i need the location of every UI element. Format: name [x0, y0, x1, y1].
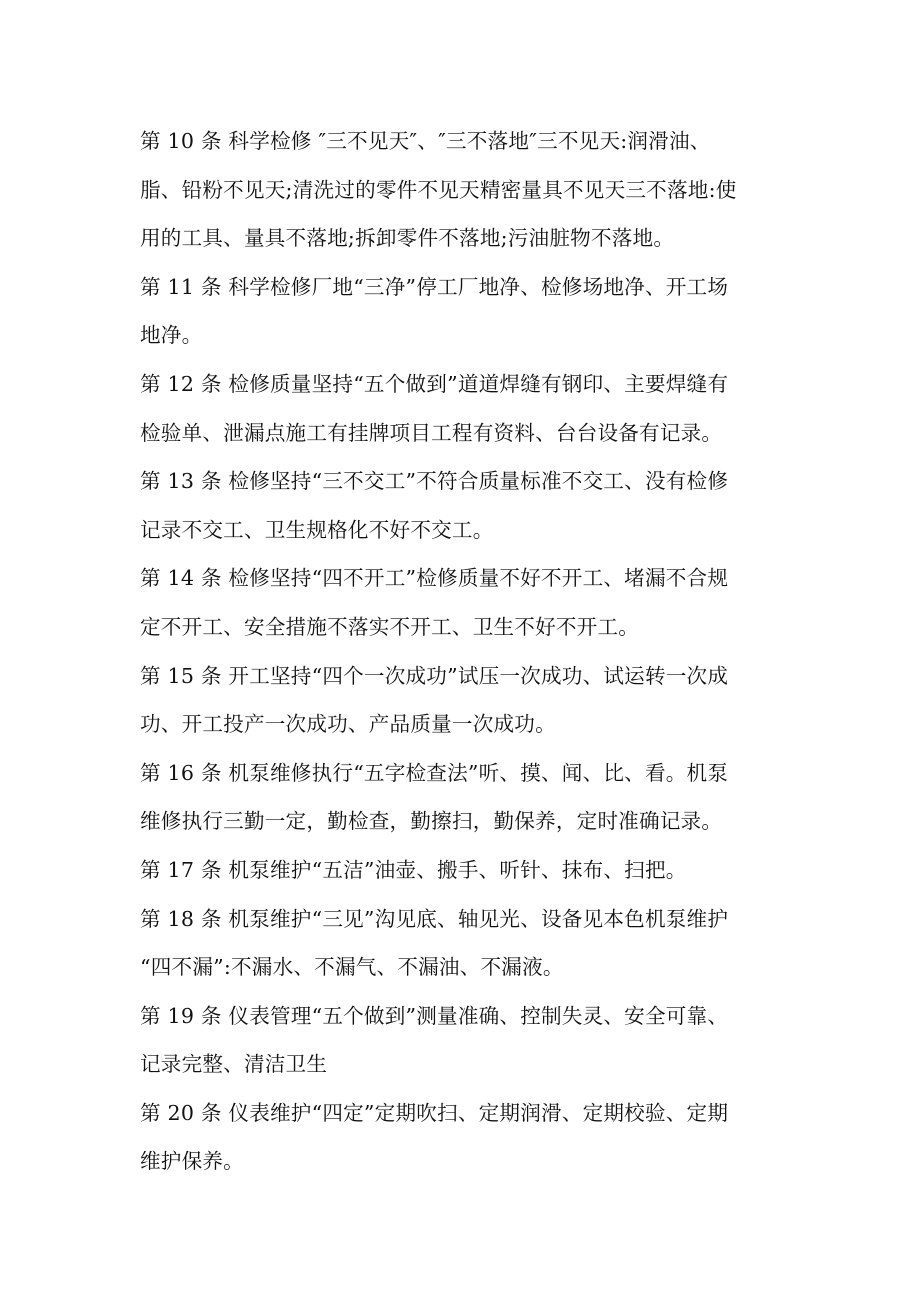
- article-19: [140, 992, 780, 1089]
- article-line: 记录完整、清洁卫生: [140, 1052, 328, 1077]
- article-12: [140, 360, 780, 457]
- article-line: 地净。: [140, 323, 203, 348]
- article-line: 脂、铅粉不见天;清洗过的零件不见天精密量具不见天三不落地:使: [140, 177, 737, 202]
- article-20: [140, 1089, 780, 1186]
- article-line: 维修执行三勤一定，勤检查，勤擦扫，勤保养，定时准确记录。: [140, 809, 723, 834]
- article-line: 用的工具、量具不落地;拆卸零件不落地;污油脏物不落地。: [140, 226, 675, 251]
- article-14: [140, 554, 780, 651]
- article-line: 功、开工投产一次成功、产品质量一次成功。: [140, 712, 556, 737]
- article-11: [140, 263, 780, 360]
- article-line: 第 14 条 检修坚持“四不开工”检修质量不好不开工、堵漏不合规: [140, 566, 729, 591]
- article-line: 维护保养。: [140, 1149, 244, 1174]
- article-line: 检验单、泄漏点施工有挂牌项目工程有资料、台台设备有记录。: [140, 420, 723, 445]
- article-line: 定不开工、安全措施不落实不开工、卫生不好不开工。: [140, 614, 640, 639]
- article-line: “四不漏”:不漏水、不漏气、不漏油、不漏液。: [140, 955, 564, 980]
- article-line: 第 16 条 机泵维修执行“五字检查法”听、摸、闻、比、看。机泵: [140, 760, 729, 785]
- article-line: 第 12 条 检修质量坚持“五个做到”道道焊缝有钢印、主要焊缝有: [140, 371, 729, 396]
- article-line: 记录不交工、卫生规格化不好不交工。: [140, 517, 494, 542]
- article-18: [140, 895, 780, 992]
- article-13: [140, 457, 780, 554]
- article-line: 第 11 条 科学检修厂地“三净”停工厂地净、检修场地净、开工场: [140, 274, 729, 299]
- article-line: 第 18 条 机泵维护“三见”沟见底、轴见光、设备见本色机泵维护: [140, 906, 729, 931]
- article-line: 第 10 条 科学检修 ″三不见天″、″三不落地″三不见天:润滑油、: [140, 129, 711, 153]
- article-line: 第 19 条 仪表管理“五个做到”测量准确、控制失灵、安全可靠、: [140, 1003, 729, 1028]
- article-line: 第 20 条 仪表维护“四定”定期吹扫、定期润滑、定期校验、定期: [140, 1100, 729, 1125]
- article-line: 第 15 条 开工坚持“四个一次成功”试压一次成功、试运转一次成: [140, 663, 729, 688]
- article-line: 第 17 条 机泵维护“五洁”油壶、搬手、听针、抹布、扫把。: [140, 857, 687, 882]
- article-15: [140, 652, 780, 749]
- article-17: [140, 846, 780, 895]
- article-16: [140, 749, 780, 846]
- article-line: 第 13 条 检修坚持“三不交工”不符合质量标准不交工、没有检修: [140, 469, 729, 494]
- document-page: [140, 117, 780, 1186]
- article-10: [140, 117, 780, 263]
